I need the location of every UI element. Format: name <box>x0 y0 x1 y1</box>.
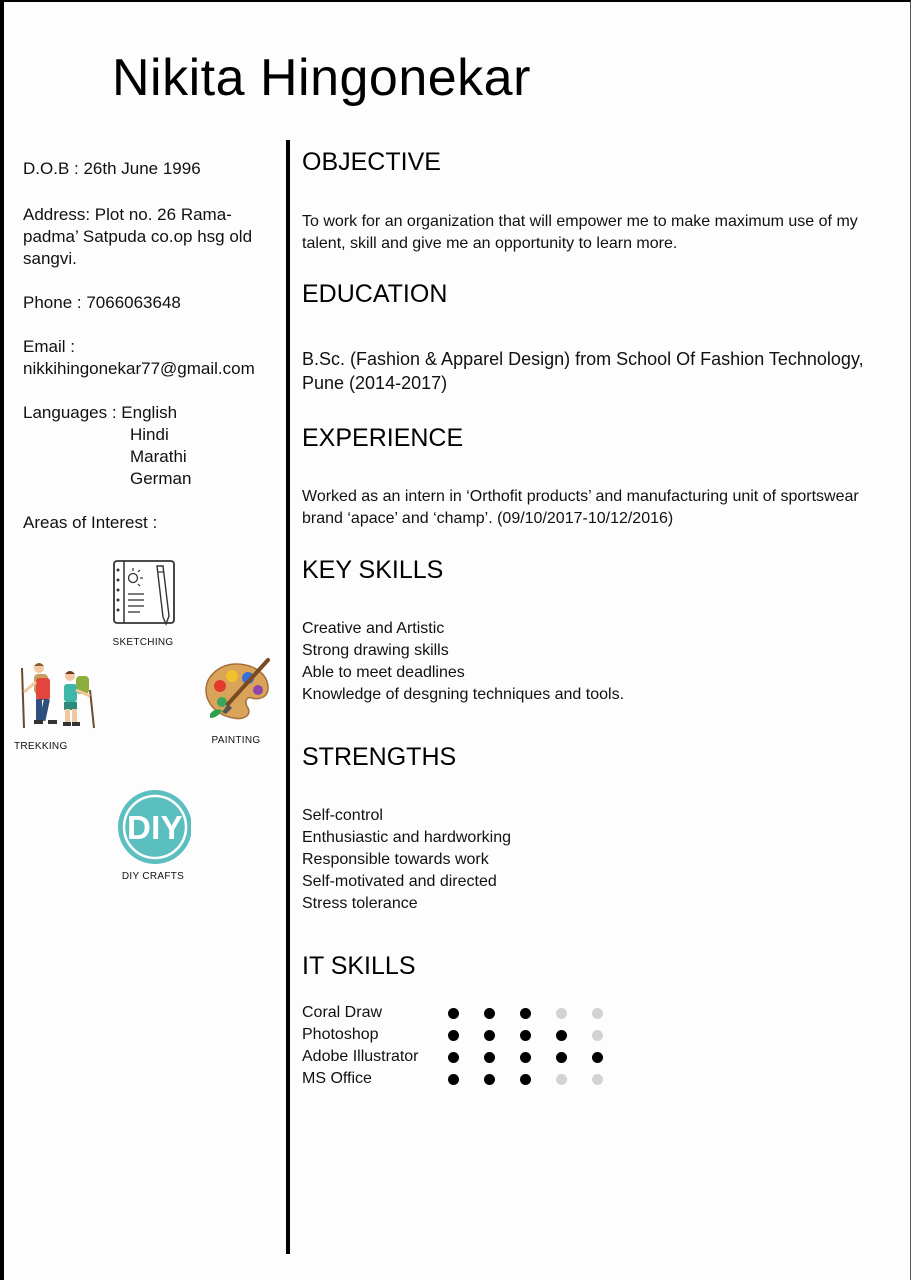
rating-dot-filled <box>592 1052 603 1063</box>
rating-dot-filled <box>556 1030 567 1041</box>
education-text: B.Sc. (Fashion & Apparel Design) from School Of Fashion Technology, Pune (2014-2017) <box>302 349 864 393</box>
interest-diy <box>106 788 196 882</box>
key-skills-heading: KEY SKILLS <box>302 556 444 584</box>
rating-dot-filled <box>448 1074 459 1085</box>
strengths-heading: STRENGTHS <box>302 743 457 771</box>
rating-dot-filled <box>484 1008 495 1019</box>
interest-trekking <box>14 660 100 752</box>
interest-label: TREKKING <box>14 741 68 752</box>
key-skills-list <box>302 618 624 706</box>
rating-dot-filled <box>448 1008 459 1019</box>
hikers-icon <box>14 660 100 730</box>
experience-heading: EXPERIENCE <box>302 424 464 452</box>
email-label: Email : <box>23 337 75 356</box>
list-item: Self-motivated and directed <box>302 873 497 890</box>
rating-dot-filled <box>520 1052 531 1063</box>
diy-badge-text: DIY <box>127 809 183 846</box>
list-item: Enthusiastic and hardworking <box>302 829 512 846</box>
it-skills-heading: IT SKILLS <box>302 952 416 980</box>
address-text: Address: Plot no. 26 Rama- padma’ Satpuda co.op hsg old sangvi. <box>23 205 253 268</box>
language-item: Marathi <box>130 447 187 466</box>
it-skill-name: Coral Draw <box>302 1004 383 1021</box>
interest-label: DIY CRAFTS <box>121 871 185 882</box>
rating-dot-filled <box>520 1074 531 1085</box>
rating-dot-filled <box>556 1052 567 1063</box>
objective-text: To work for an organization that will empower me to make maximum use of my talent, skill and give me an opportunity to learn more. <box>302 213 858 252</box>
rating-dot-filled <box>484 1052 495 1063</box>
list-item: Stress tolerance <box>302 895 418 912</box>
language-item: German <box>130 469 192 488</box>
list-item: Responsible towards work <box>302 851 489 868</box>
interest-label: PAINTING <box>211 735 261 746</box>
it-skill-name: Adobe Illustrator <box>302 1048 419 1065</box>
phone-text: Phone : 7066063648 <box>23 293 181 312</box>
list-item: Able to meet deadlines <box>302 664 465 681</box>
education-heading: EDUCATION <box>302 280 448 308</box>
interest-label: SKETCHING <box>112 637 174 648</box>
column-divider <box>286 140 290 1254</box>
objective-heading: OBJECTIVE <box>302 148 441 176</box>
list-item: Knowledge of desgning techniques and tools. <box>302 686 625 703</box>
it-skill-name: Photoshop <box>302 1026 379 1043</box>
rating-dot-empty <box>556 1008 567 1019</box>
sketchbook-icon <box>107 558 179 630</box>
rating-dot-empty <box>592 1074 603 1085</box>
rating-dot-filled <box>520 1030 531 1041</box>
rating-dot-filled <box>448 1052 459 1063</box>
interest-sketching <box>103 558 183 648</box>
language-item: Hindi <box>130 425 169 444</box>
languages-list <box>130 424 191 490</box>
resume-name: Nikita Hingonekar <box>112 49 531 107</box>
rating-dot-filled <box>520 1008 531 1019</box>
interests-label: Areas of Interest : <box>23 513 158 532</box>
rating-dot-empty <box>592 1030 603 1041</box>
email-value: nikkihingonekar77@gmail.com <box>23 359 255 378</box>
dob-text: D.O.B : 26th June 1996 <box>23 159 201 178</box>
diy-badge-icon <box>111 788 191 864</box>
rating-dot-empty <box>556 1074 567 1085</box>
list-item: Self-control <box>302 807 383 824</box>
palette-icon <box>200 654 272 726</box>
rating-dot-empty <box>592 1008 603 1019</box>
list-item: Strong drawing skills <box>302 642 449 659</box>
strengths-list <box>302 805 511 915</box>
it-skills-table <box>302 1002 892 1102</box>
rating-dot-filled <box>484 1030 495 1041</box>
rating-dot-filled <box>448 1030 459 1041</box>
interest-painting <box>196 654 276 746</box>
list-item: Creative and Artistic <box>302 620 445 637</box>
it-skill-name: MS Office <box>302 1070 372 1087</box>
rating-dot-filled <box>484 1074 495 1085</box>
languages-label: Languages : English <box>23 403 178 422</box>
experience-text: Worked as an intern in ‘Orthofit products’ and manufacturing unit of sportswear brand ‘apace’ and ‘champ’. (09/10/2017-10/12/2016) <box>302 488 859 527</box>
